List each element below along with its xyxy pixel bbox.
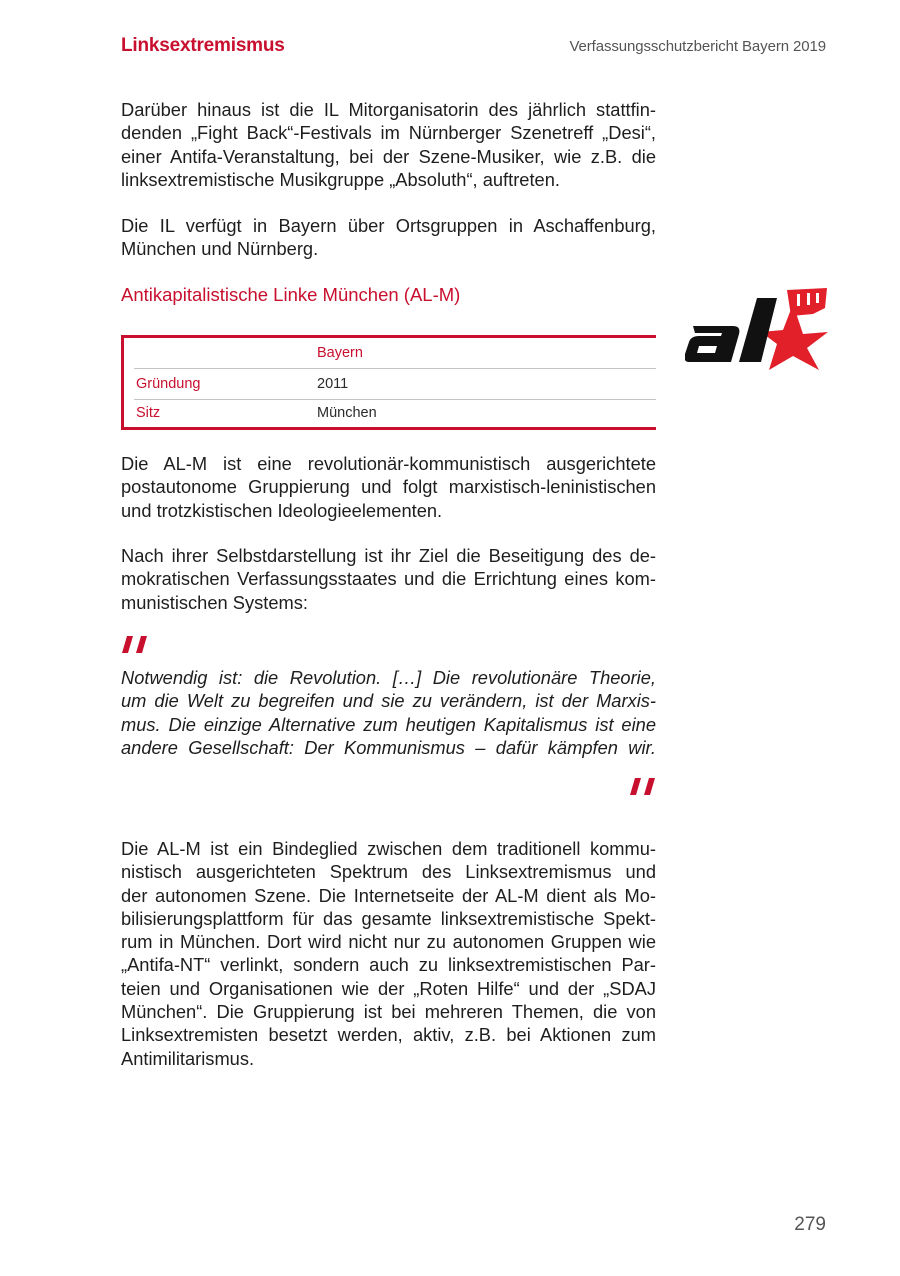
text-line: Die AL-M ist eine revolutionär-kommunistisch ausgerichtete: [121, 453, 656, 474]
text-line: Nach ihrer Selbstdarstellung ist ihr Ziel die Beseitigung des de-: [121, 545, 656, 566]
table-row-value: München: [317, 405, 377, 421]
quote-line: mus. Die einzige Alternative zum heutigen Kapitalismus ist eine: [121, 713, 656, 735]
paragraph-il-ortsgruppen: [121, 214, 656, 261]
text-line: Linksextremisten besetzt werden, aktiv, z.B. bei Aktionen zum: [121, 1024, 656, 1046]
table-row-value: 2011: [317, 376, 349, 392]
quote-close-icon: [630, 778, 660, 798]
text-line: bilisierungsplattform für das gesamte linksextremistische Spekt-: [121, 907, 656, 929]
text-line: einer Antifa-Veranstaltung, bei der Szene-Musiker, wie z.B. die: [121, 145, 656, 167]
quote-line: um die Welt zu begreifen und sie zu verändern, ist der Marxis-: [121, 690, 656, 712]
paragraph-al-m-description: [121, 452, 656, 522]
al-m-logo-icon: [685, 286, 830, 372]
text-line: Die AL-M ist ein Bindeglied zwischen dem traditionell kommu-: [121, 838, 656, 859]
text-line: linksextremistische Musikgruppe „Absoluth“, auftreten.: [121, 168, 560, 190]
quote-line: andere Gesellschaft: Der Kommunismus – dafür kämpfen wir.: [121, 736, 656, 758]
text-line: der autonomen Szene. Die Internetseite der AL-M dient als Mo-: [121, 884, 656, 906]
paragraph-al-m-network: [121, 837, 656, 1070]
text-line: postautonome Gruppierung und folgt marxistisch-leninistischen: [121, 476, 656, 498]
text-line: Darüber hinaus ist die IL Mitorganisatorin des jährlich stattfin-: [121, 99, 656, 120]
quote-text: [121, 666, 656, 759]
text-line: teien und Organisationen wie der „Roten Hilfe“ und der „SDAJ: [121, 977, 656, 999]
document-title: Verfassungsschutzbericht Bayern 2019: [569, 38, 826, 55]
text-line: Die IL verfügt in Bayern über Ortsgruppen in Aschaffenburg,: [121, 215, 656, 236]
text-line: nistisch ausgerichteten Spektrum des Linksextremismus und: [121, 861, 656, 883]
page-number: 279: [794, 1214, 826, 1235]
text-line: und trotzkistischen Ideologieelementen.: [121, 499, 443, 521]
text-line: rum in München. Dort wird nicht nur zu autonomen Gruppen wie: [121, 931, 656, 953]
table-row-label: Sitz: [136, 405, 161, 421]
table-row-sitz: [134, 398, 656, 427]
table-header-row: [134, 338, 656, 367]
organization-heading: Antikapitalistische Linke München (AL-M): [121, 284, 461, 305]
organization-info-table: [121, 335, 656, 430]
text-line: München“. Die Gruppierung ist bei mehreren Themen, die von: [121, 1001, 656, 1023]
text-line: munistischen Systems:: [121, 591, 308, 613]
text-line: Antimilitarismus.: [121, 1047, 255, 1069]
text-line: denden „Fight Back“-Festivals im Nürnberger Szenetreff „Desi“,: [121, 122, 656, 144]
table-row-label: Gründung: [136, 376, 201, 392]
text-line: München und Nürnberg.: [121, 238, 319, 260]
section-title: Linksextremismus: [121, 35, 285, 56]
table-row-gruendung: [134, 369, 656, 398]
table-column-header: Bayern: [317, 345, 363, 361]
paragraph-il-festival: [121, 98, 656, 191]
paragraph-al-m-goal: [121, 544, 656, 614]
quote-line: Notwendig ist: die Revolution. […] Die revolutionäre Theorie,: [121, 667, 656, 688]
text-line: „Antifa-NT“ verlinkt, sondern auch zu linksextremistischen Par-: [121, 954, 656, 976]
text-line: mokratischen Verfassungsstaates und die Errichtung eines kom-: [121, 568, 656, 590]
quote-open-icon: [122, 636, 152, 656]
